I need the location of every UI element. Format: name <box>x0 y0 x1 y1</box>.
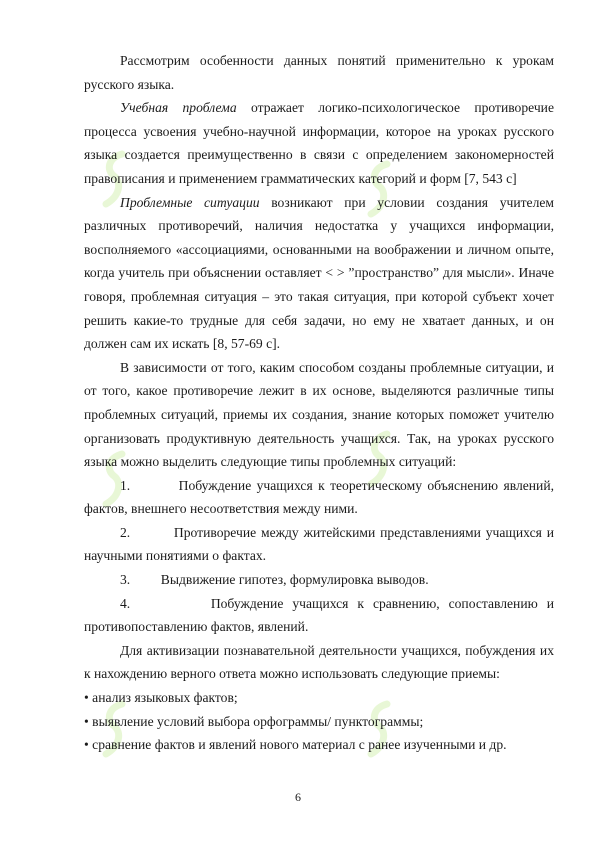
list-item <box>84 521 554 568</box>
body-text <box>84 49 554 757</box>
bullet-item: • выявление условий выбора орфограммы/ пунктограммы; <box>84 713 424 729</box>
list-item-text: Побуждение учащихся к теоретическому объяснению явлений, фактов, внешнего несоответствия между ними. <box>84 477 554 517</box>
paragraph-techniques-intro: Для активизации познавательной деятельности учащихся, побуждения их к нахождению верного ответа можно использовать следующие приемы: <box>84 642 554 682</box>
paragraph-educational-problem <box>84 96 554 190</box>
list-item-number: 2. <box>120 524 131 540</box>
list-item <box>84 592 554 639</box>
bullet-item: • сравнение фактов и явлений нового материал с ранее изученными и др. <box>84 737 507 753</box>
paragraph-types-intro: В зависимости от того, каким способом созданы проблемные ситуации, и от того, какое противоречие лежит в их основе, выделяются различные типы проблемных ситуаций, приемы их создания, знание которых поможет учителю организовать продуктивную деятельность учащихся. Так, на уроках русского языка можно выделить следующие типы проблемных ситуаций: <box>84 359 554 470</box>
list-item <box>84 474 554 521</box>
paragraph-problem-situations <box>84 191 554 356</box>
paragraph-intro: Рассмотрим особенности данных понятий применительно к урокам русского языка. <box>84 53 554 92</box>
list-item-number: 3. <box>120 572 131 588</box>
term-educational-problem: Учебная проблема <box>120 100 237 116</box>
list-item-text: Побуждение учащихся к сравнению, сопоставлению и противопоставлению фактов, явлений. <box>84 595 554 635</box>
list-item-text: Противоречие между житейскими представлениями учащихся и научными понятиями о фактах. <box>84 524 554 564</box>
list-item-number: 1. <box>120 477 131 493</box>
bullet-item: • анализ языковых фактов; <box>84 690 238 706</box>
page-number: 6 <box>295 790 301 804</box>
list-item-text: Выдвижение гипотез, формулировка выводов. <box>160 572 429 588</box>
list-item-number: 4. <box>120 595 131 611</box>
term-problem-situations: Проблемные ситуации <box>120 194 260 210</box>
paragraph-educational-problem-text: отражает логико-психологическое противоречие процесса усвоения учебно-научной информации, которое на уроках русского языка создается преимущественно в связи с определением закономерностей правописания и применением грамматических категорий и форм [7, 543 с] <box>84 100 554 186</box>
paragraph-problem-situations-text: возникают при условии создания учителем различных противоречий, наличия недостатка у учащихся информации, восполняемого «ассоциациями, основанными на воображении и личном опыте, когда учитель при объяснении оставляет < > ”пространство” для мысли». Иначе говоря, проблемная ситуация – это такая ситуация, при которой субъект хочет решить какие-то трудные для себя задачи, но ему не хватает данных, и он должен сам их искать [8, 57-69 с]. <box>84 194 554 352</box>
list-item <box>84 568 554 592</box>
